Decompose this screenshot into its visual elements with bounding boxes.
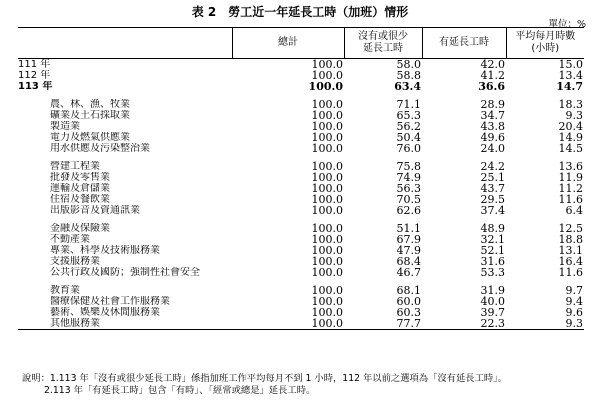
row-label: 出版影音及資通訊業	[50, 205, 140, 217]
cell-has: 49.6	[480, 132, 505, 144]
header-avg-line2: (小時)	[531, 43, 560, 54]
cell-has: 53.3	[480, 267, 505, 279]
cell-has: 24.2	[480, 160, 505, 172]
cell-has: 43.7	[480, 183, 505, 195]
cell-total: 100.0	[311, 143, 343, 155]
cell-total: 100.0	[232, 318, 344, 330]
row-label: 農、林、漁、牧業	[50, 98, 130, 110]
header-avg-line1: 平均每月時數	[515, 31, 576, 42]
row-label: 支援服務業	[50, 256, 100, 268]
cell-none: 50.4	[396, 132, 421, 144]
cell-has: 40.0	[480, 295, 505, 308]
table-row	[18, 59, 584, 71]
cell-none: 60.3	[396, 307, 421, 319]
cell-avg: 13.6	[558, 160, 583, 172]
table-row	[18, 183, 584, 194]
row-label: 住宿及餐飲業	[50, 194, 110, 206]
cell-none: 68.1	[396, 284, 421, 296]
table-row	[18, 70, 584, 81]
cell-none: 62.6	[396, 205, 421, 217]
cell-total: 100.0	[311, 121, 343, 133]
cell-total: 100.0	[311, 267, 343, 279]
cell-total: 100.0	[311, 205, 343, 217]
cell-avg: 11.2	[558, 183, 583, 195]
cell-avg: 9.7	[565, 284, 583, 296]
cell-has: 52.1	[480, 245, 505, 257]
row-label: 不動產業	[50, 233, 90, 245]
cell-avg: 11.6	[558, 267, 583, 279]
row-label: 批發及零售業	[50, 171, 110, 183]
cell-has: 31.6	[480, 256, 505, 268]
row-label: 111 年	[18, 59, 51, 70]
cell-avg: 9.3	[565, 109, 583, 122]
overtime-table	[18, 27, 584, 330]
table-title: 表 2 勞工近一年延長工時（加班）情形	[191, 5, 409, 19]
cell-has: 24.0	[480, 143, 505, 155]
cell-total: 100.0	[311, 98, 343, 110]
table-row	[18, 110, 584, 121]
table-row	[18, 99, 584, 110]
cell-total: 100.0	[311, 245, 343, 257]
cell-none: 67.9	[396, 233, 421, 246]
cell-total: 100.0	[311, 194, 343, 206]
cell-total: 100.0	[311, 284, 343, 296]
cell-none: 58.8	[396, 70, 421, 82]
table-row	[18, 81, 584, 92]
cell-has: 31.9	[480, 284, 505, 296]
cell-avg: 18.8	[558, 233, 583, 246]
row-label: 營建工程業	[50, 160, 100, 172]
cell-has: 36.6	[478, 81, 505, 93]
table-row	[18, 318, 584, 330]
cell-none: 56.3	[396, 183, 421, 195]
table-row	[18, 223, 584, 234]
cell-avg: 18.3	[558, 98, 583, 110]
cell-none: 74.9	[396, 171, 421, 184]
cell-avg: 11.9	[558, 171, 583, 184]
table-row	[18, 267, 584, 278]
cell-avg: 14.7	[556, 81, 583, 93]
cell-has: 37.4	[480, 205, 505, 217]
cell-avg: 13.1	[558, 245, 583, 257]
row-label: 製造業	[50, 121, 80, 133]
table-row	[18, 161, 584, 172]
header-has: 有延長工時	[422, 28, 506, 59]
header-none-line2: 延長工時	[363, 43, 403, 54]
cell-total: 100.0	[311, 58, 343, 71]
row-label: 運輸及倉儲業	[50, 183, 110, 195]
cell-none: 75.8	[396, 160, 421, 172]
header-avg	[506, 28, 584, 59]
cell-total: 100.0	[311, 160, 343, 172]
table-row	[18, 256, 584, 267]
table-row	[18, 194, 584, 205]
cell-avg: 15.0	[558, 58, 583, 71]
cell-total: 100.0	[311, 222, 343, 234]
cell-none: 51.1	[396, 222, 421, 234]
cell-none: 47.9	[396, 245, 421, 257]
cell-none: 70.5	[396, 194, 421, 206]
cell-total: 100.0	[311, 109, 343, 122]
header-none	[344, 28, 422, 59]
table-row	[18, 205, 584, 216]
table-row	[18, 121, 584, 132]
table-row	[18, 285, 584, 296]
row-label: 其他服務業	[18, 318, 232, 330]
table-row	[18, 172, 584, 183]
row-label: 醫療保健及社會工作服務業	[50, 295, 170, 307]
table-notes	[22, 373, 592, 397]
cell-none: 71.1	[396, 98, 421, 110]
table-row	[18, 296, 584, 307]
cell-avg: 6.4	[565, 205, 583, 217]
cell-total: 100.0	[311, 70, 343, 82]
cell-has: 34.7	[480, 109, 505, 122]
cell-has: 41.2	[480, 70, 505, 82]
cell-total: 100.0	[311, 256, 343, 268]
cell-none: 58.0	[396, 58, 421, 71]
row-label: 教育業	[50, 284, 80, 296]
note-2: 2.113 年「有延長工時」包含「有時」、「經常或總是」延長工時。	[44, 385, 316, 396]
cell-none: 46.7	[396, 267, 421, 279]
note-1: 說明：1.113 年「沒有或很少延長工時」係指加班工作平均每月不到 1 小時，112 年以前之選項為「沒有延長工時」。	[22, 373, 508, 384]
row-label: 公共行政及國防；強制性社會安全	[50, 267, 200, 279]
cell-total: 100.0	[308, 81, 343, 93]
cell-has: 32.1	[480, 233, 505, 246]
cell-has: 48.9	[480, 222, 505, 234]
cell-total: 100.0	[311, 183, 343, 195]
row-label: 專業、科學及技術服務業	[50, 245, 160, 257]
table-row	[18, 132, 584, 143]
cell-has: 28.9	[480, 98, 505, 110]
cell-avg: 14.5	[558, 143, 583, 155]
cell-none: 68.4	[396, 256, 421, 268]
cell-none: 56.2	[396, 121, 421, 133]
row-label: 113 年	[18, 81, 53, 93]
cell-total: 100.0	[311, 132, 343, 144]
table-row	[18, 234, 584, 245]
row-label: 電力及燃氣供應業	[50, 132, 130, 144]
cell-none: 77.7	[344, 318, 422, 330]
cell-avg: 9.4	[565, 295, 583, 308]
cell-has: 25.1	[480, 171, 505, 184]
cell-has: 29.5	[480, 194, 505, 206]
cell-avg: 20.4	[558, 121, 583, 133]
cell-has: 43.8	[480, 121, 505, 133]
header-label	[18, 28, 232, 59]
cell-has: 42.0	[480, 58, 505, 71]
cell-has: 39.7	[480, 307, 505, 319]
cell-none: 63.4	[394, 81, 421, 93]
cell-avg: 9.6	[565, 307, 583, 319]
table-header-row	[18, 28, 584, 59]
cell-avg: 9.3	[506, 318, 584, 330]
cell-avg: 12.5	[558, 222, 583, 234]
row-label: 112 年	[18, 70, 51, 82]
cell-none: 60.0	[396, 295, 421, 308]
header-none-line1: 沒有或很少	[358, 31, 408, 42]
cell-total: 100.0	[311, 233, 343, 246]
row-label: 用水供應及污染整治業	[50, 143, 150, 155]
cell-total: 100.0	[311, 307, 343, 319]
header-total: 總計	[232, 28, 344, 59]
cell-has: 22.3	[422, 318, 506, 330]
row-label: 金融及保險業	[50, 222, 110, 234]
cell-none: 76.0	[396, 143, 421, 155]
table-row	[18, 307, 584, 318]
cell-avg: 11.6	[558, 194, 583, 206]
cell-avg: 13.4	[558, 70, 583, 82]
unit-label: 單位：%	[548, 19, 586, 30]
table-row	[18, 143, 584, 154]
cell-total: 100.0	[311, 295, 343, 308]
cell-total: 100.0	[311, 171, 343, 184]
cell-none: 65.3	[396, 109, 421, 122]
cell-avg: 16.4	[558, 256, 583, 268]
row-label: 藝術、娛樂及休閒服務業	[50, 307, 160, 319]
row-label: 礦業及土石採取業	[50, 109, 130, 121]
cell-avg: 14.9	[558, 132, 583, 144]
table-row	[18, 245, 584, 256]
